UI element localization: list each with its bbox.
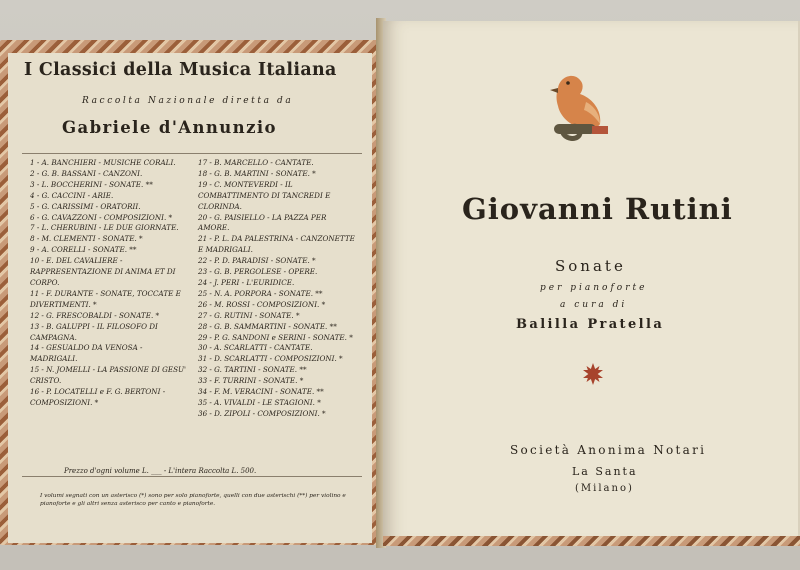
publisher-place: La Santa — [572, 465, 638, 478]
catalog-entry: 12 - G. FRESCOBALDI - SONATE. * — [30, 310, 160, 320]
catalog-entry: 13 - B. GALUPPI - IL FILOSOFO DI CAMPAGNA. — [30, 321, 158, 342]
catalog-entry: 16 - P. LOCATELLI e F. G. BERTONI - COMPOSIZIONI. * — [30, 387, 166, 407]
catalog-entry: 24 - J. PERI - L'EURIDICE. — [198, 277, 295, 287]
catalog-entry: 22 - P. D. PARADISI - SONATE. * — [198, 256, 316, 266]
catalog-entry: 34 - F. M. VERACINI - SONATE. ** — [198, 387, 324, 397]
divider-top — [22, 153, 362, 154]
catalog-entry: 26 - M. ROSSI - COMPOSIZIONI. * — [198, 299, 326, 309]
star-icon — [581, 362, 605, 386]
catalog-entry: 23 - G. B. PERGOLESE - OPERE. — [198, 267, 318, 277]
catalog-entry: 2 - G. B. BASSANI - CANZONI. — [30, 168, 143, 178]
catalog-entry: 14 - GESUALDO DA VENOSA - MADRIGALI. — [30, 343, 143, 364]
series-title: I Classici della Musica Italiana — [24, 60, 337, 80]
catalog-entry: 17 - B. MARCELLO - CANTATE. — [198, 158, 314, 167]
catalog-column-2 — [198, 158, 358, 420]
publisher-name: Società Anonima Notari — [510, 443, 707, 457]
series-subtitle: Raccolta Nazionale diretta da — [82, 96, 294, 106]
bird-logo-icon — [540, 66, 610, 152]
catalog-entry: 20 - G. PAISIELLO - LA PAZZA PER AMORE. — [198, 212, 327, 233]
catalog-entry: 10 - E. DEL CAVALIERE - RAPPRESENTAZIONE DI ANIMA ET DI CORPO. — [30, 256, 176, 287]
catalog-entry: 15 - N. JOMELLI - LA PASSIONE DI GESU' CRISTO. — [30, 365, 187, 386]
composer-name: Giovanni Rutini — [462, 192, 733, 226]
catalog-entry: 27 - G. RUTINI - SONATE. * — [198, 310, 300, 320]
catalog-entry: 18 - G. B. MARTINI - SONATE. * — [198, 168, 316, 178]
catalog-entry: 7 - L. CHERUBINI - LE DUE GIORNATE. — [30, 223, 179, 233]
catalog-entry: 1 - A. BANCHIERI - MUSICHE CORALI. — [30, 158, 176, 167]
catalog-entry: 30 - A. SCARLATTI - CANTATE. — [198, 343, 313, 353]
catalog-entry: 25 - N. A. PORPORA - SONATE. ** — [198, 288, 323, 298]
editor-prefix: a cura di — [560, 300, 628, 310]
instrument-label: per pianoforte — [540, 283, 648, 293]
catalog-column-1 — [30, 158, 190, 409]
catalog-entry: 11 - F. DURANTE - SONATE, TOCCATE E DIVERTIMENTI. * — [30, 288, 181, 309]
catalog-entry: 21 - P. L. DA PALESTRINA - CANZONETTE E MADRIGALI. — [198, 234, 355, 255]
series-director: Gabriele d'Annunzio — [62, 118, 277, 137]
catalog-entry: 36 - D. ZIPOLI - COMPOSIZIONI. * — [198, 408, 326, 418]
catalog-entry: 29 - P. G. SANDONI e SERINI - SONATE. * — [198, 332, 353, 342]
editor-name: Balilla Pratella — [516, 317, 665, 332]
catalog-entry: 9 - A. CORELLI - SONATE. ** — [30, 245, 137, 255]
catalog-entry: 35 - A. VIVALDI - LE STAGIONI. * — [198, 397, 321, 407]
catalog-entry: 32 - G. TARTINI - SONATE. ** — [198, 365, 307, 375]
catalog-entry: 31 - D. SCARLATTI - COMPOSIZIONI. * — [198, 354, 343, 364]
divider-bottom — [22, 476, 362, 477]
catalog-entry: 6 - G. CAVAZZONI - COMPOSIZIONI. * — [30, 212, 173, 222]
catalog-entry: 3 - L. BOCCHERINI - SONATE. ** — [30, 179, 153, 189]
publisher-city: (Milano) — [575, 483, 634, 494]
catalog-entry: 4 - G. CACCINI - ARIE. — [30, 190, 114, 200]
catalog-entry: 28 - G. B. SAMMARTINI - SONATE. ** — [198, 321, 337, 331]
catalog-entry: 5 - G. CARISSIMI - ORATORII. — [30, 201, 141, 211]
catalog-entry: 8 - M. CLEMENTI - SONATE. * — [30, 234, 143, 244]
work-title: Sonate — [555, 257, 626, 275]
catalog-entry: 19 - C. MONTEVERDI - IL COMBATTIMENTO DI TANCREDI E CLORINDA. — [198, 179, 331, 211]
right-page-edge — [383, 536, 800, 546]
catalog-entry: 33 - F. TURRINI - SONATE. * — [198, 376, 304, 386]
footnote: I volumi segnati con un asterisco (*) sono per solo pianoforte, quelli con due asterischi (**) per violino e pianoforte e gli altri senza asterisco per canto e pianoforte. — [40, 493, 346, 507]
price-line: Prezzo d'ogni volume L. ___ - L'intera Raccolta L. 500. — [64, 467, 257, 475]
